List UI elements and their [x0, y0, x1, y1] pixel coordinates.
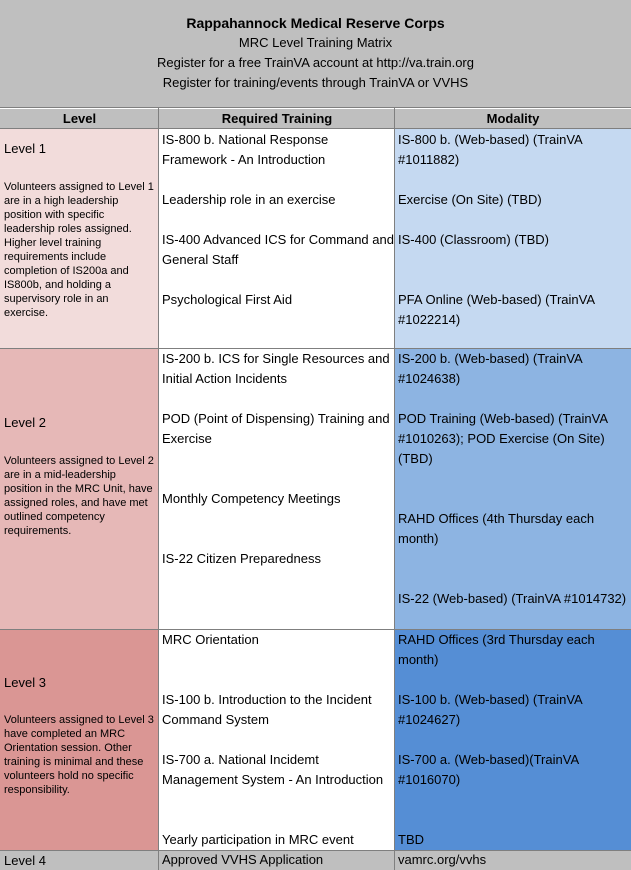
level-2-training-item: Monthly Competency Meetings — [162, 491, 341, 506]
column-divider — [394, 108, 395, 870]
level-1-modality-item: IS-800 b. (Web-based) (TrainVA #1011882) — [398, 132, 583, 167]
level-2-training-item: IS-22 Citizen Preparedness — [162, 551, 321, 566]
column-header-level: Level — [0, 109, 159, 129]
level-3-description: Volunteers assigned to Level 3 have completed an MRC Orientation session. Other training is minimal and these volunteers hold no specific responsibility. — [4, 714, 154, 796]
level-4-training-item: Approved VVHS Application — [162, 852, 324, 867]
level-2-modality-item: POD Training (Web-based) (TrainVA #1010263); POD Exercise (On Site) (TBD) — [398, 411, 608, 466]
level-3-training-item: Yearly participation in MRC event — [162, 832, 354, 847]
register-trainva-line: Register for a free TrainVA account at http://va.train.org — [157, 55, 474, 70]
column-header-modality: Modality — [395, 109, 631, 129]
level-3-training-item: MRC Orientation — [162, 632, 259, 647]
level-3-modality-item: IS-700 a. (Web-based)(TrainVA #1016070) — [398, 752, 579, 787]
column-header-required-training: Required Training — [159, 109, 395, 129]
level-2-modality-item: RAHD Offices (4th Thursday each month) — [398, 511, 595, 546]
level-1-training-item: Psychological First Aid — [162, 292, 293, 307]
level-3-name: Level 3 — [4, 675, 46, 690]
sheet-header — [0, 0, 631, 108]
level-1-training-item: IS-400 Advanced ICS for Command and General Staff — [162, 232, 394, 267]
level-4-name: Level 4 — [4, 853, 46, 868]
level-1-modality-item: IS-400 (Classroom) (TBD) — [398, 232, 549, 247]
level-3-modality-item: TBD — [398, 832, 424, 847]
level-3-training-cell — [159, 630, 395, 850]
level-3-modality-item: IS-100 b. (Web-based) (TrainVA #1024627) — [398, 692, 583, 727]
level-2-description: Volunteers assigned to Level 2 are in a mid-leadership position in the MRC Unit, have assigned roles, and have met outlined competency requirements. — [4, 455, 154, 537]
level-2-modality-item: IS-200 b. (Web-based) (TrainVA #1024638) — [398, 351, 583, 386]
level-3-training-item: IS-700 a. National Incidemt Management System - An Introduction — [162, 752, 384, 787]
level-2-modality-cell — [395, 349, 631, 629]
level-2-training-item: IS-200 b. ICS for Single Resources and Initial Action Incidents — [162, 351, 390, 386]
register-events-line: Register for training/events through TrainVA or VVHS — [162, 75, 469, 90]
level-1-modality-item: Exercise (On Site) (TBD) — [398, 192, 542, 207]
level-2-name: Level 2 — [4, 415, 46, 430]
level-1-modality-item: PFA Online (Web-based) (TrainVA #1022214) — [398, 292, 595, 327]
level-1-training-item: IS-800 b. National Response Framework - An Introduction — [162, 132, 329, 167]
sheet-subtitle: MRC Level Training Matrix — [238, 35, 393, 50]
level-1-name: Level 1 — [4, 141, 46, 156]
level-4-modality-item: vamrc.org/vvhs — [398, 852, 487, 867]
level-3-modality-item: RAHD Offices (3rd Thursday each month) — [398, 632, 595, 667]
level-2-modality-item: IS-22 (Web-based) (TrainVA #1014732) — [398, 591, 627, 606]
column-divider — [158, 108, 159, 870]
level-2-training-item: POD (Point of Dispensing) Training and Exercise — [162, 411, 390, 446]
level-1-training-item: Leadership role in an exercise — [162, 192, 336, 207]
sheet-title: Rappahannock Medical Reserve Corps — [186, 15, 445, 31]
level-3-training-item: IS-100 b. Introduction to the Incident Command System — [162, 692, 372, 727]
level-1-description: Volunteers assigned to Level 1 are in a high leadership position with specific leadership roles assigned. Higher level training requirements include completion of IS200a and IS800b, and holding a supervisory role in an exercise. — [4, 181, 154, 319]
